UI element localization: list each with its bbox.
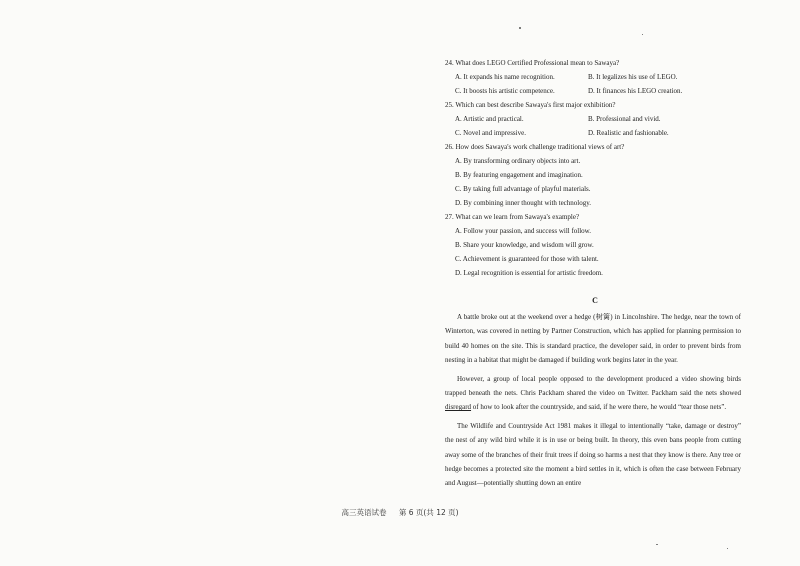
- passage-paragraph-1: A battle broke out at the weekend over a hedge (树篱) in Lincolnshire. The hedge, near the town of Winterton, was covered in netting by Partner Construction, which has applied for planning permission to build 40 homes on the site. This is standard practice, the developer said, in order to prevent birds from nesting in a habitat that might be damaged if building work begins later in the year.: [445, 313, 741, 365]
- question-26-option-b: B. By featuring engagement and imagination.: [455, 171, 583, 179]
- question-25-options: [445, 112, 745, 140]
- exam-title: 高三英语试卷: [341, 508, 387, 517]
- question-27-option-d: D. Legal recognition is essential for artistic freedom.: [455, 269, 603, 277]
- scan-speck: [656, 544, 658, 545]
- question-24-option-b: B. It legalizes his use of LEGO.: [588, 73, 678, 81]
- question-27-option-c: C. Achievement is guaranteed for those with talent.: [455, 255, 599, 263]
- section-heading: C: [592, 296, 598, 305]
- question-27-option-b: B. Share your knowledge, and wisdom will grow.: [455, 241, 594, 249]
- underlined-word: disregard: [445, 403, 472, 412]
- page-content: [445, 56, 745, 491]
- passage-paragraph-2-text-end: of how to look after the countryside, and said, if he were there, he would “tear those nets”.: [471, 403, 727, 412]
- question-25-option-d: D. Realistic and fashionable.: [588, 129, 669, 137]
- passage-paragraph-2: [445, 372, 741, 415]
- question-26-option-d: D. By combining inner thought with technology.: [455, 199, 592, 207]
- question-24-options: [445, 70, 745, 98]
- scan-speck: [519, 27, 521, 29]
- question-24-option-d: D. It finances his LEGO creation.: [588, 87, 683, 95]
- scan-speck: [642, 34, 643, 35]
- question-25-stem: 25. Which can best describe Sawaya's first major exhibition?: [445, 101, 616, 109]
- passage-paragraph-2-text: However, a group of local people opposed to the development produced a video showing birds trapped beneath the nets. Chris Packham shared the video on Twitter. Packham said the nets showed: [445, 374, 741, 398]
- question-24-option-c: C. It boosts his artistic competence.: [455, 87, 555, 95]
- question-25-option-c: C. Novel and impressive.: [455, 129, 526, 137]
- page-footer: [0, 507, 800, 518]
- passage-paragraph-3: The Wildlife and Countryside Act 1981 makes it illegal to intentionally “take, damage or destroy” the nest of any wild bird while it is in use or being built. In theory, this even bans people from cutting away some of the branches of their fruit trees if doing so harms a nest that they know is there. Any tree or hedge becomes a protected site the moment a bird settles in it, which is often the case between February and August—potentially shutting down an entire: [445, 421, 741, 488]
- question-25-option-a: A. Artistic and practical.: [455, 115, 524, 123]
- question-26-option-c: C. By taking full advantage of playful materials.: [455, 185, 591, 193]
- page-number: 第 6 页(共 12 页): [398, 508, 459, 517]
- question-27-stem: 27. What can we learn from Sawaya's example?: [445, 213, 580, 221]
- question-24-option-a: A. It expands his name recognition.: [455, 73, 555, 81]
- question-27-option-a: A. Follow your passion, and success will follow.: [455, 227, 592, 235]
- question-24-stem: 24. What does LEGO Certified Professional mean to Sawaya?: [445, 59, 620, 67]
- scan-speck: [727, 548, 728, 549]
- question-25-option-b: B. Professional and vivid.: [588, 115, 661, 123]
- question-26-option-a: A. By transforming ordinary objects into art.: [455, 157, 581, 165]
- question-26-stem: 26. How does Sawaya's work challenge traditional views of art?: [445, 143, 625, 151]
